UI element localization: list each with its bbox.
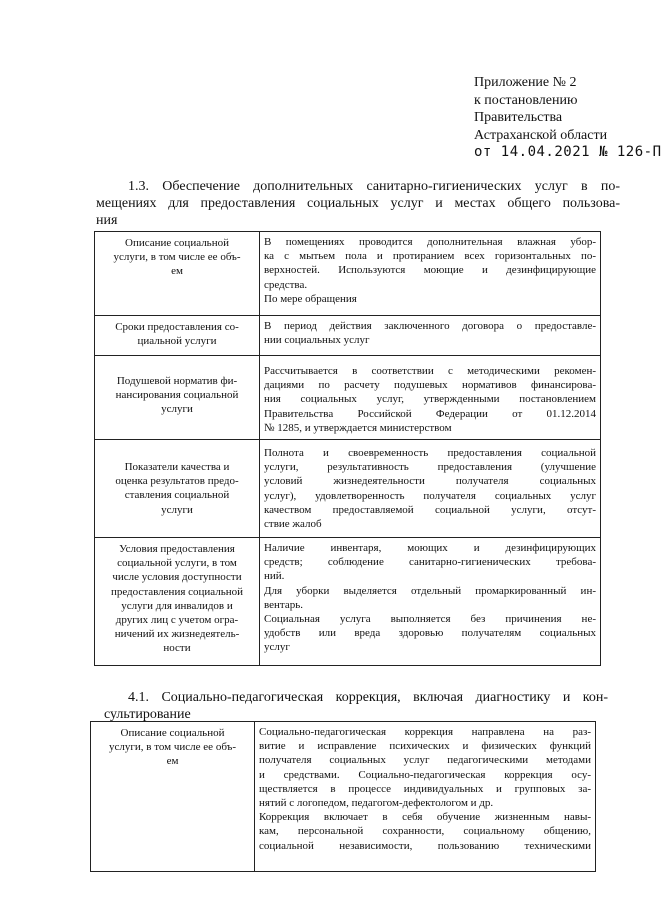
text-line: нии социальных услуг — [264, 334, 370, 347]
appendix-line: Приложение № 2 — [474, 75, 577, 90]
row-label-cell — [91, 722, 255, 872]
text-line: ществляется в процессе индивидуальных и групповых за- — [259, 782, 591, 795]
appendix-line: Правительства — [474, 110, 563, 125]
label-line: ем — [166, 755, 179, 768]
text-line: верхностей. Используются моющие и дезинфицирующие — [264, 264, 596, 277]
text-line: услуг — [264, 641, 290, 654]
label-line: нансирования социальной — [115, 389, 239, 402]
row-label-cell — [95, 440, 260, 538]
label-line: Сроки предоставления со- — [115, 321, 239, 333]
row-text-cell — [255, 722, 596, 872]
label-line: ности — [163, 642, 191, 655]
label-line: оценка результатов предо- — [115, 475, 239, 488]
text-line: социальной независимости, пользованию техническими — [259, 839, 591, 852]
text-line: Социальная услуга выполняется без причинения не- — [264, 613, 596, 626]
text-line: нятий с логопедом, педагогом-дефектологом и др. — [259, 797, 494, 810]
row-label-cell — [95, 538, 260, 666]
text-line: Наличие инвентаря, моющих и дезинфицирующих — [264, 542, 596, 554]
appendix-date-number: от 14.04.2021 № 126-П — [474, 144, 662, 160]
row-text-cell — [260, 356, 601, 440]
text-line: удобств или вреда здоровью получателям социальных — [264, 627, 596, 640]
label-line: Описание социальной — [125, 237, 229, 249]
text-line: средств; соблюдение санитарно-гигиенических требова- — [264, 556, 596, 569]
label-line: циальной услуги — [137, 335, 217, 348]
table-row — [95, 356, 601, 440]
section-4-1-table — [90, 721, 596, 872]
text-line: В помещениях проводится дополнительная влажная убор- — [264, 236, 596, 248]
section-4-1-heading — [104, 689, 608, 723]
text-line: Правительства Российской Федерации от 01.12.2014 — [264, 407, 596, 420]
text-line: средства. — [264, 278, 308, 291]
label-line: услуги, в том числе ее объ- — [109, 741, 236, 754]
text-line: услуг), удовлетворенность получателя социальных услуг — [264, 489, 596, 502]
text-line: Полнота и своевременность предоставления социальной — [264, 447, 596, 459]
text-line: услуги, результативность предоставления (улучшение — [264, 461, 596, 474]
text-line: Рассчитывается в соответствии с методическими рекомен- — [264, 365, 596, 377]
row-label-cell — [95, 316, 260, 356]
text-line: кам, персональной сохранности, социальному общению, — [259, 825, 591, 838]
table-row — [95, 538, 601, 666]
text-line: условий жизнедеятельности получателя социальных — [264, 475, 596, 488]
label-line: ничений их жизнедеятель- — [114, 628, 240, 641]
row-text-cell — [260, 232, 601, 316]
table-row — [95, 316, 601, 356]
label-line: социальной услуги, в том — [117, 557, 237, 570]
text-line: По мере обращения — [264, 292, 357, 305]
label-line: Показатели качества и — [124, 461, 230, 473]
label-line: Описание социальной — [120, 727, 225, 739]
row-label-cell — [95, 232, 260, 316]
text-line: № 1285, и утверждается министерством — [264, 421, 452, 434]
text-line: витие и исправление психических и физических функций — [259, 740, 591, 753]
text-line: Социально-педагогическая коррекция направлена на раз- — [259, 726, 591, 738]
section-1-3-heading — [96, 178, 620, 229]
label-line: предоставления социальной — [110, 585, 244, 598]
text-line: и средствами. Социально-педагогическая коррекция осу- — [259, 768, 591, 781]
row-label-cell — [95, 356, 260, 440]
label-line: Условия предоставления — [119, 543, 235, 555]
heading-line: ния — [96, 213, 118, 228]
appendix-block — [474, 74, 662, 162]
text-line: Для уборки выделяется отдельный промаркированный ин- — [264, 584, 596, 597]
label-line: Подушевой норматив фи- — [116, 375, 238, 387]
text-line: ния социальных услуг, утвержденными постановлением — [264, 393, 596, 406]
table-row — [91, 722, 596, 872]
label-line: числе условия доступности — [112, 571, 242, 584]
row-text-cell — [260, 538, 601, 666]
label-line: других лиц с учетом огра- — [115, 614, 239, 627]
text-line: качеством предоставляемой социальной услуги, отсут- — [264, 503, 596, 516]
label-line: услуги, в том числе ее объ- — [113, 251, 241, 264]
table-row — [95, 232, 601, 316]
appendix-line: Астраханской области — [474, 127, 608, 143]
text-line: дациями по расчету подушевых нормативов финансирова- — [264, 379, 596, 392]
text-line: ствие жалоб — [264, 518, 322, 531]
text-line: вентарь. — [264, 598, 303, 611]
text-line: ний. — [264, 570, 285, 583]
label-line: услуги — [161, 503, 193, 516]
row-text-cell — [260, 316, 601, 356]
table-row — [95, 440, 601, 538]
row-text-cell — [260, 440, 601, 538]
label-line: ем — [171, 265, 183, 278]
heading-line: сультирование — [104, 707, 191, 722]
heading-line: мещениях для предоставления социальных услуг и местах общего пользова- — [96, 196, 620, 211]
heading-line: 1.3. Обеспечение дополнительных санитарно-гигиенических услуг в по- — [128, 179, 620, 194]
label-line: услуги для инвалидов и — [121, 599, 233, 612]
text-line: В период действия заключенного договора о предоставле- — [264, 320, 596, 332]
text-line: ка с мытьем пола и протиранием всех горизонтальных по- — [264, 250, 596, 263]
label-line: услуги — [161, 403, 193, 416]
heading-line: 4.1. Социально-педагогическая коррекция, включая диагностику и кон- — [128, 690, 608, 705]
label-line: ставления социальной — [124, 489, 230, 502]
text-line: получателя социальных услуг педагогическими методами — [259, 754, 591, 767]
text-line: Коррекция включает в себя обучение жизненным навы- — [259, 811, 591, 824]
appendix-line: к постановлению — [474, 92, 578, 108]
section-1-3-table — [94, 231, 601, 666]
